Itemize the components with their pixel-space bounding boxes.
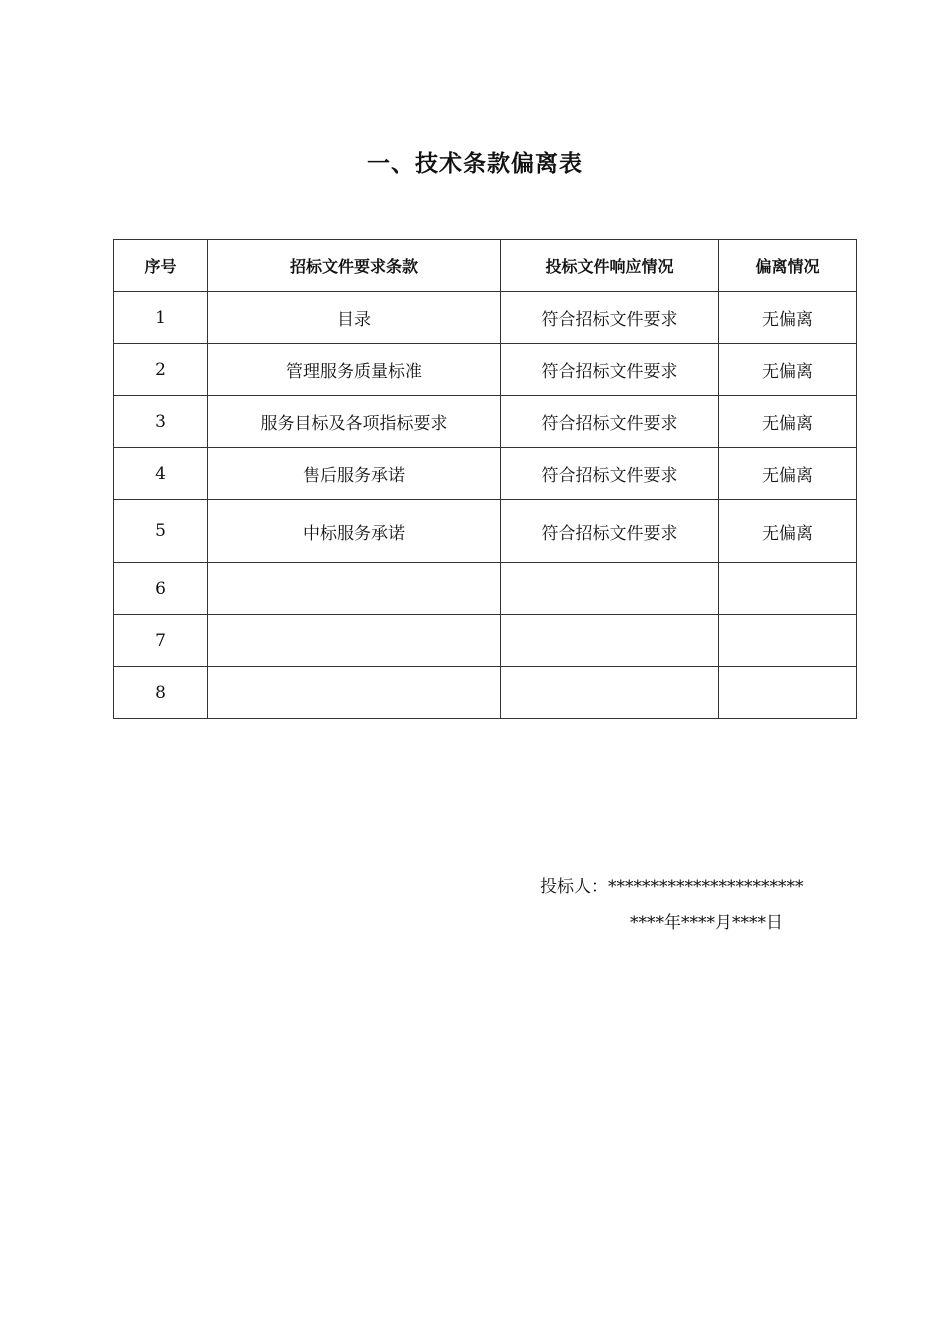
header-deviation: 偏离情况 xyxy=(719,240,857,292)
row-clause: 售后服务承诺 xyxy=(208,448,501,500)
bidder-value: *********************** xyxy=(608,877,804,897)
table-row xyxy=(114,615,857,667)
row-index: 4 xyxy=(114,448,208,500)
row-response: 符合招标文件要求 xyxy=(501,396,719,448)
row-response xyxy=(501,615,719,667)
page-title: 一、技术条款偏离表 xyxy=(367,151,583,177)
row-deviation: 无偏离 xyxy=(719,500,857,563)
deviation-table xyxy=(113,239,857,719)
row-clause xyxy=(208,667,501,719)
header-response: 投标文件响应情况 xyxy=(501,240,719,292)
table-row xyxy=(114,344,857,396)
row-index: 6 xyxy=(114,563,208,615)
row-response xyxy=(501,563,719,615)
bidder-label: 投标人： xyxy=(540,877,608,897)
header-clause: 招标文件要求条款 xyxy=(208,240,501,292)
row-deviation: 无偏离 xyxy=(719,292,857,344)
row-clause: 管理服务质量标准 xyxy=(208,344,501,396)
table-row xyxy=(114,448,857,500)
header-index: 序号 xyxy=(114,240,208,292)
row-response: 符合招标文件要求 xyxy=(501,292,719,344)
row-response xyxy=(501,667,719,719)
row-index: 5 xyxy=(114,500,208,563)
table-row xyxy=(114,563,857,615)
row-index: 8 xyxy=(114,667,208,719)
row-deviation xyxy=(719,563,857,615)
row-clause: 目录 xyxy=(208,292,501,344)
table-header-row xyxy=(114,240,857,292)
row-deviation: 无偏离 xyxy=(719,344,857,396)
row-index: 2 xyxy=(114,344,208,396)
row-clause xyxy=(208,563,501,615)
row-index: 7 xyxy=(114,615,208,667)
row-clause: 中标服务承诺 xyxy=(208,500,501,563)
row-response: 符合招标文件要求 xyxy=(501,448,719,500)
row-index: 3 xyxy=(114,396,208,448)
table-row xyxy=(114,667,857,719)
signature-date: ****年****月****日 xyxy=(630,913,783,933)
row-response: 符合招标文件要求 xyxy=(501,500,719,563)
row-clause xyxy=(208,615,501,667)
table-row xyxy=(114,292,857,344)
row-clause: 服务目标及各项指标要求 xyxy=(208,396,501,448)
row-response: 符合招标文件要求 xyxy=(501,344,719,396)
bidder-signature-line xyxy=(540,872,804,897)
row-index: 1 xyxy=(114,292,208,344)
row-deviation: 无偏离 xyxy=(719,396,857,448)
table-row xyxy=(114,500,857,563)
row-deviation xyxy=(719,667,857,719)
row-deviation: 无偏离 xyxy=(719,448,857,500)
row-deviation xyxy=(719,615,857,667)
table-row xyxy=(114,396,857,448)
